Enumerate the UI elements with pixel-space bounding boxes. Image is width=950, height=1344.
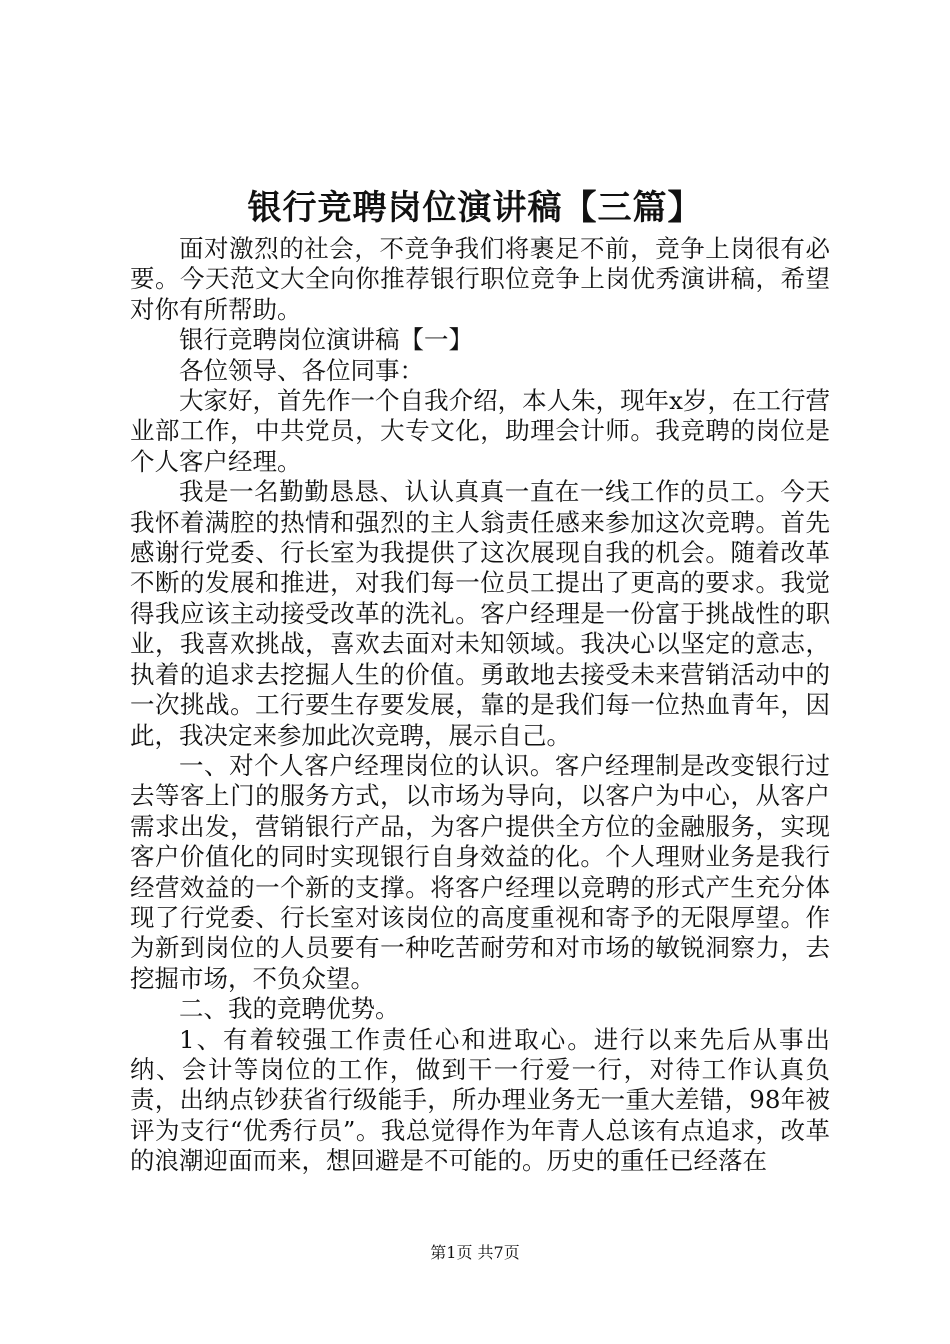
document-body xyxy=(130,234,830,1177)
body-paragraph: 我是一名勤勤恳恳、认认真真一直在一线工作的员工。今天我怀着满腔的热情和强烈的主人翁责任感来参加这次竞聘。首先感谢行党委、行长室为我提供了这次展现自我的机会。随着改革不断的发展和推进，对我们每一位员工提出了更高的要求。我觉得我应该主动接受改革的洗礼。客户经理是一份富于挑战性的职业，我喜欢挑战，喜欢去面对未知领域。我决心以坚定的意志，执着的追求去挖掘人生的价值。勇敢地去接受未来营销活动中的一次挑战。工行要生存要发展，靠的是我们每一位热血青年，因此，我决定来参加此次竞聘，展示自己。 xyxy=(130,477,830,750)
body-paragraph: 一、对个人客户经理岗位的认识。客户经理制是改变银行过去等客上门的服务方式，以市场为导向，以客户为中心，从客户需求出发，营销银行产品，为客户提供全方位的金融服务，实现客户价值化的同时实现银行自身效益的化。个人理财业务是我行经营效益的一个新的支撑。将客户经理以竞聘的形式产生充分体现了行党委、行长室对该岗位的高度重视和寄予的无限厚望。作为新到岗位的人员要有一种吃苦耐劳和对市场的敏锐洞察力，去挖掘市场，不负众望。 xyxy=(130,750,830,993)
subsection-heading: 二、我的竞聘优势。 xyxy=(179,994,400,1024)
page-number-footer: 第1页 共7页 xyxy=(430,1243,520,1262)
document-title: 银行竞聘岗位演讲稿【三篇】 xyxy=(247,188,703,228)
section-heading-one: 银行竞聘岗位演讲稿【一】 xyxy=(179,325,473,355)
body-paragraph: 大家好，首先作一个自我介绍，本人朱，现年x岁，在工行营业部工作，中共党员，大专文化，助理会计师。我竞聘的岗位是个人客户经理。 xyxy=(130,386,830,476)
salutation: 各位领导、各位同事： xyxy=(179,355,424,385)
body-paragraph: 1、有着较强工作责任心和进取心。进行以来先后从事出纳、会计等岗位的工作，做到干一行爱一行，对待工作认真负责，出纳点钞获省行级能手，所办理业务无一重大差错，98年被评为支行“优秀行员”。我总觉得作为年青人总该有点追求，改革的浪潮迎面而来，想回避是不可能的。历史的重任已经落在 xyxy=(130,1024,830,1176)
intro-paragraph: 面对激烈的社会，不竞争我们将裹足不前，竞争上岗很有必要。今天范文大全向你推荐银行职位竞争上岗优秀演讲稿，希望对你有所帮助。 xyxy=(130,234,830,324)
